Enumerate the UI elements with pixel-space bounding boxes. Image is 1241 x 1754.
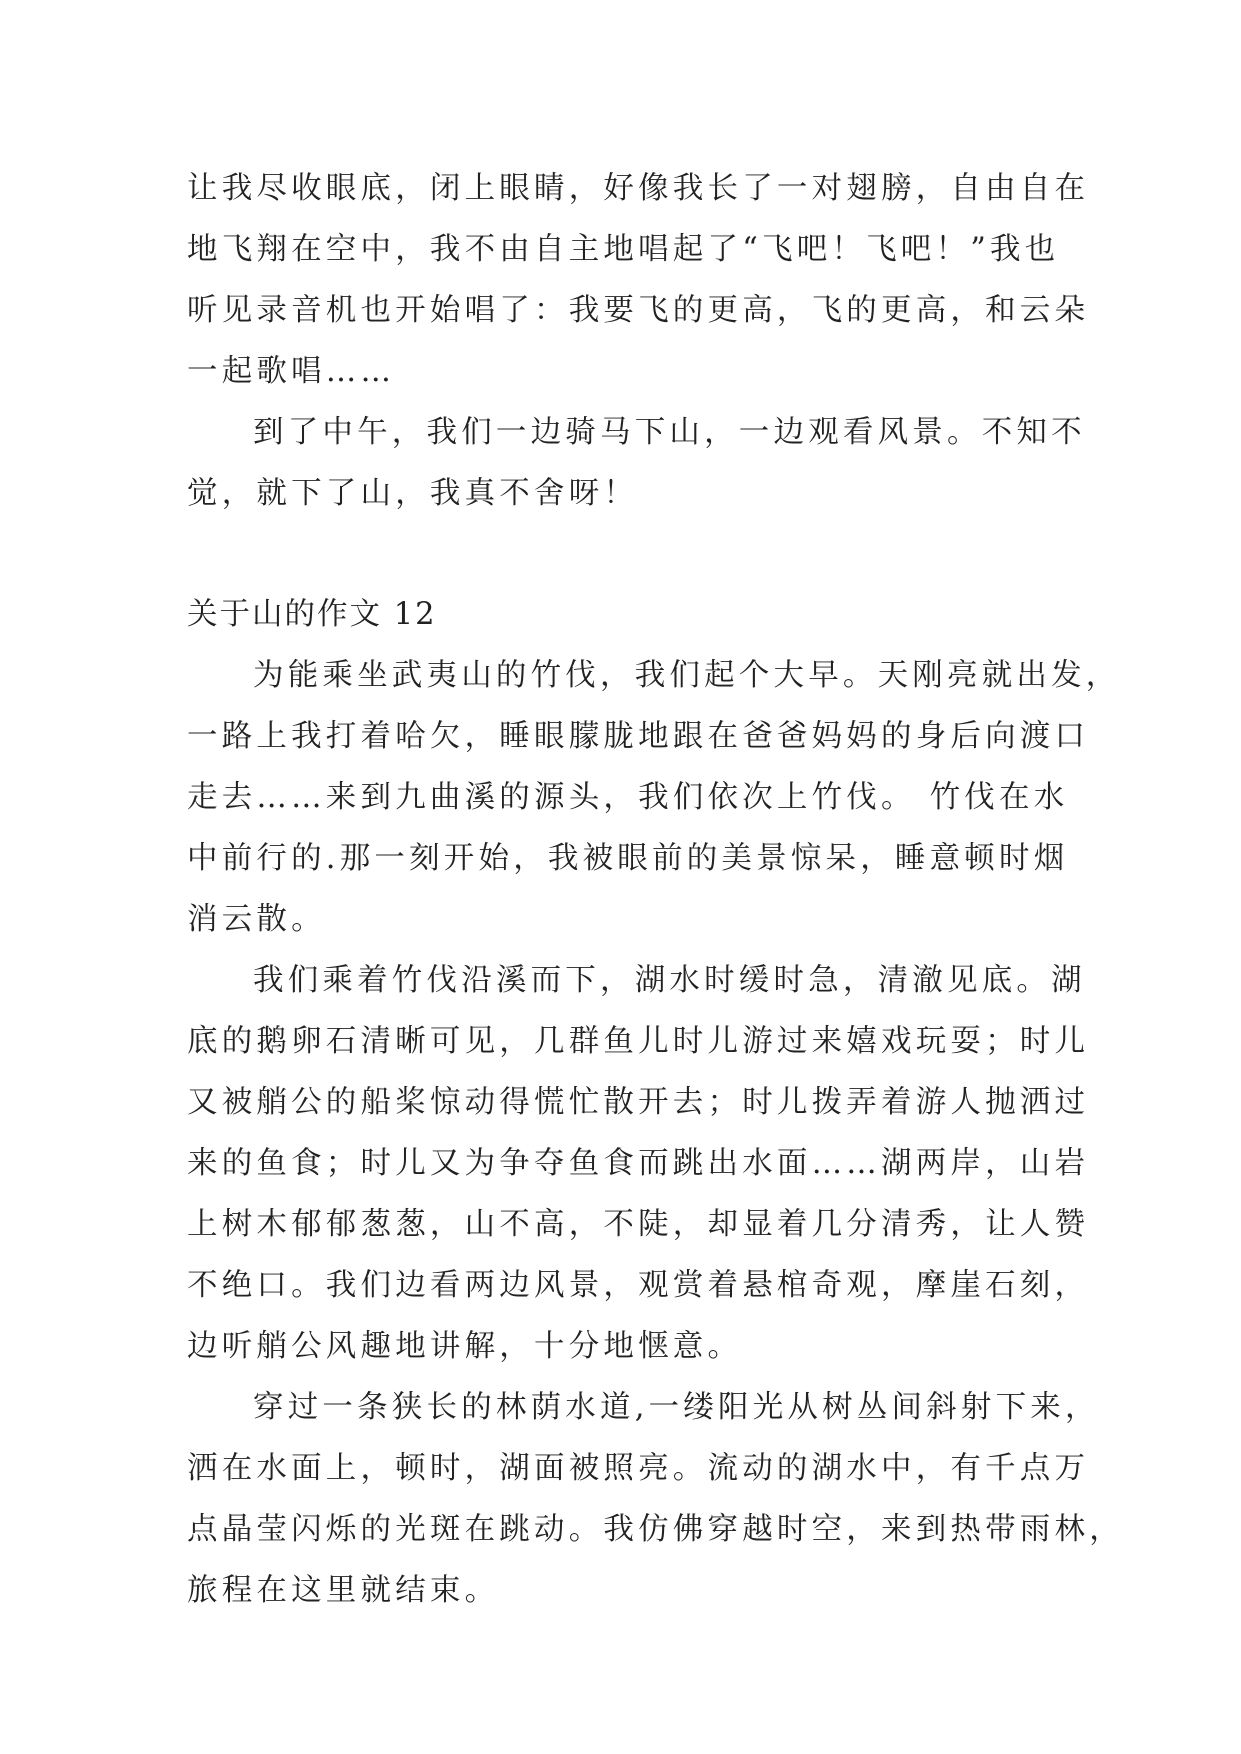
- essay-title: 关于山的作文 12: [187, 597, 437, 632]
- document-text: [187, 158, 1124, 1621]
- text-line: 不绝口。我们边看两边风景，观赏着悬棺奇观，摩崖石刻，: [187, 1268, 1090, 1303]
- text-line: 让我尽收眼底，闭上眼睛，好像我长了一对翅膀，自由自在: [187, 171, 1090, 206]
- text-line: 又被艄公的船桨惊动得慌忙散开去；时儿拨弄着游人抛洒过: [187, 1085, 1090, 1120]
- paragraph-start-line: 穿过一条狭长的林荫水道,一缕阳光从树丛间斜射下来，: [253, 1390, 1100, 1425]
- paragraph-start-line: 我们乘着竹伐沿溪而下，湖水时缓时急，清澈见底。湖: [253, 963, 1086, 998]
- text-line: 地飞翔在空中，我不由自主地唱起了“飞吧！飞吧！”我也: [187, 232, 1060, 267]
- text-line: 洒在水面上，顿时，湖面被照亮。流动的湖水中，有千点万: [187, 1451, 1090, 1486]
- text-line: 上树木郁郁葱葱，山不高，不陡，却显着几分清秀，让人赞: [187, 1207, 1090, 1242]
- text-line: 消云散。: [187, 902, 326, 937]
- paragraph-start-line: 为能乘坐武夷山的竹伐，我们起个大早。天刚亮就出发，: [253, 658, 1121, 693]
- text-line: 旅程在这里就结束。: [187, 1573, 500, 1608]
- text-line: 听见录音机也开始唱了：我要飞的更高，飞的更高，和云朵: [187, 293, 1090, 328]
- paragraph-start-line: 到了中午，我们一边骑马下山，一边观看风景。不知不: [253, 415, 1086, 450]
- text-line: 来的鱼食；时儿又为争夺鱼食而跳出水面……湖两岸，山岩: [187, 1146, 1090, 1181]
- text-line: 一起歌唱……: [187, 354, 396, 389]
- text-line: 底的鹅卵石清晰可见，几群鱼儿时儿游过来嬉戏玩耍；时儿: [187, 1024, 1090, 1059]
- text-line: 点晶莹闪烁的光斑在跳动。我仿佛穿越时空，来到热带雨林，: [187, 1512, 1124, 1547]
- text-line: 觉，就下了山，我真不舍呀！: [187, 476, 639, 511]
- text-line: 走去……来到九曲溪的源头，我们依次上竹伐。 竹伐在水: [187, 780, 1069, 815]
- text-line: 中前行的.那一刻开始，我被眼前的美景惊呆，睡意顿时烟: [187, 841, 1069, 876]
- text-line: 一路上我打着哈欠，睡眼朦胧地跟在爸爸妈妈的身后向渡口: [187, 719, 1090, 754]
- text-line: 边听艄公风趣地讲解，十分地惬意。: [187, 1329, 743, 1364]
